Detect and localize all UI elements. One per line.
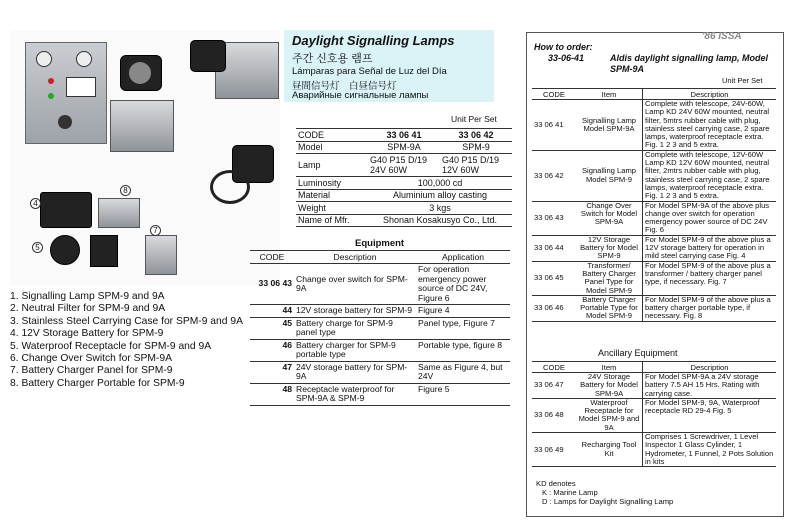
legend-item: 1. Signalling Lamp SPM-9 and 9A xyxy=(10,291,165,302)
display-window xyxy=(66,77,96,97)
equipment-code: 47 xyxy=(250,361,294,383)
kd-k: K : Marine Lamp xyxy=(542,488,598,497)
order-item: 24V Storage Battery for Model SPM-9A xyxy=(576,373,643,399)
spec-label: CODE xyxy=(296,129,368,142)
table-row xyxy=(532,295,776,321)
ancillary-heading: Ancillary Equipment xyxy=(598,348,678,358)
order-code: 33 06 48 xyxy=(532,398,576,432)
legend-item: 3. Stainless Steel Carrying Case for SPM-9 and 9A xyxy=(10,315,243,327)
table-header xyxy=(532,89,776,100)
equipment-app: Portable type, figure 8 xyxy=(416,339,510,361)
table-row xyxy=(296,189,512,202)
order-desc: For Model SPM-9, 9A, Waterproof receptacle RD 29-4 Fig. 5 xyxy=(643,398,777,432)
order-desc: For Model SPM-9A of the above plus change over switch for operation emergency power source of DC 24V Fig. 6 xyxy=(643,201,777,235)
column-header: CODE xyxy=(532,362,576,373)
spec-value: 100,000 cd xyxy=(368,177,512,190)
spec-label: Model xyxy=(296,141,368,154)
spec-label: Luminosity xyxy=(296,177,368,190)
indicator-light-icon xyxy=(48,78,54,84)
column-header: CODE xyxy=(250,251,294,264)
kd-denotes xyxy=(536,479,673,506)
table-header xyxy=(532,362,776,373)
table-row xyxy=(296,202,512,215)
spec-value: Aluminium alloy casting xyxy=(368,189,512,202)
order-desc: For Model SPM-9 of the above plus a transformer / battery charger panel type, if necessary. Fig. 7 xyxy=(643,261,777,295)
filter-image xyxy=(50,235,80,265)
table-row xyxy=(250,339,510,361)
table-row xyxy=(250,317,510,339)
legend-item: 2. Neutral Filter for SPM-9 and 9A xyxy=(10,303,166,315)
order-desc: Comprises 1 Screwdriver, 1 Level Inspector 1 Glass Cylinder, 1 Hydrometer, 1 Funnel, 2 Pots Solution in kits xyxy=(643,433,777,467)
order-item: Signalling Lamp Model SPM-9 xyxy=(576,150,643,201)
photo-number-label: 4 xyxy=(30,198,41,209)
signalling-lamp-image xyxy=(120,55,162,91)
table-row xyxy=(296,141,512,154)
equipment-app: Figure 4 xyxy=(416,305,510,318)
table-row xyxy=(296,129,512,142)
table-row xyxy=(532,100,776,151)
order-item: Signalling Lamp Model SPM-9A xyxy=(576,100,643,151)
spec-label: Material xyxy=(296,189,368,202)
equipment-app: For operation emergency power source of DC 24V, Figure 6 xyxy=(416,264,510,305)
spec-value: 3 kgs xyxy=(368,202,512,215)
column-header: Item xyxy=(576,89,643,100)
page-title: Daylight Signalling Lamps xyxy=(292,33,455,48)
column-header: Application xyxy=(416,251,510,264)
legend-item: 8. Battery Charger Portable for SPM-9 xyxy=(10,377,185,389)
equipment-app: Same as Figure 4, but 24V xyxy=(416,361,510,383)
legend-item: 4. 12V Storage Battery for SPM-9 xyxy=(10,328,164,340)
equipment-code: 48 xyxy=(250,383,294,405)
order-code: 33 06 46 xyxy=(532,295,576,321)
unit-per-set: Unit Per Set xyxy=(451,114,497,124)
column-header: Description xyxy=(643,89,777,100)
lamp-on-case-image xyxy=(190,40,226,72)
spec-value: SPM-9A xyxy=(368,141,440,154)
charger-portable-image xyxy=(98,198,140,228)
spec-table xyxy=(296,128,512,227)
spec-value: G40 P15 D/19 12V 60W xyxy=(440,154,512,177)
equipment-desc: 24V storage battery for SPM-9A xyxy=(294,361,416,383)
equipment-code: 44 xyxy=(250,305,294,318)
equipment-desc: Battery charge for SPM-9 panel type xyxy=(294,317,416,339)
table-row xyxy=(296,177,512,190)
spec-value: G40 P15 D/19 24V 60W xyxy=(368,154,440,177)
table-row xyxy=(532,373,776,399)
cable-coil-image xyxy=(210,170,250,204)
equipment-app: Panel type, Figure 7 xyxy=(416,317,510,339)
equipment-desc: Battery charger for SPM-9 portable type xyxy=(294,339,416,361)
japanese-title: 昼間信号灯 白昼信号灯 xyxy=(292,81,397,92)
equipment-heading: Equipment xyxy=(355,238,405,249)
spec-label: Lamp xyxy=(296,154,368,177)
order-item: Recharging Tool Kit xyxy=(576,433,643,467)
table-row xyxy=(532,433,776,467)
table-row xyxy=(532,235,776,261)
indicator-light-icon xyxy=(48,93,54,99)
spec-label: Weight xyxy=(296,202,368,215)
order-desc: For Model SPM-9A a 24V storage battery 7.5 AH 15 Hrs. Rating with carrying case. xyxy=(643,373,777,399)
order-table xyxy=(532,88,776,322)
gauge-icon xyxy=(76,51,92,67)
table-row xyxy=(250,264,510,305)
table-row xyxy=(296,154,512,177)
spec-label: Name of Mfr. xyxy=(296,214,368,227)
spec-value: 33 06 42 xyxy=(440,129,512,142)
equipment-code: 45 xyxy=(250,317,294,339)
equipment-code: 33 06 43 xyxy=(250,264,294,305)
column-header: Description xyxy=(643,362,777,373)
storage-battery-image xyxy=(40,192,92,228)
stamp-label: '86 ISSA xyxy=(702,31,742,42)
kd-d: D : Lamps for Daylight Signalling Lamp xyxy=(542,497,674,506)
photo-number-label: 7 xyxy=(150,225,161,236)
order-item: Waterproof Receptacle for Model SPM-9 and 9A xyxy=(576,398,643,432)
order-code: 33 06 44 xyxy=(532,235,576,261)
spanish-title: Lámparas para Señal de Luz del Día xyxy=(292,66,447,77)
order-item: Battery Charger Portable Type for Model SPM-9 xyxy=(576,295,643,321)
table-row xyxy=(250,305,510,318)
russian-title: Аварийные сигнальные лампы xyxy=(292,90,429,101)
ancillary-table xyxy=(532,361,776,467)
order-desc: For Model SPM-9 of the above plus a battery charger portable type, if necessary. Fig. 8 xyxy=(643,295,777,321)
legend-item: 7. Battery Charger Panel for SPM-9 xyxy=(10,365,173,377)
battery-charger-panel-image xyxy=(25,42,107,144)
photo-number-label: 8 xyxy=(120,185,131,196)
receptacle-image xyxy=(145,235,177,275)
order-example-text: Aldis daylight signalling lamp, Model SPM-9A xyxy=(610,53,769,74)
column-header: Description xyxy=(294,251,416,264)
carrying-case-image xyxy=(110,100,174,152)
spec-value: 33 06 41 xyxy=(368,129,440,142)
korean-title: 주간 신호용 램프 xyxy=(292,53,373,65)
order-code: 33 06 41 xyxy=(532,100,576,151)
order-example-code: 33-06-41 xyxy=(548,53,585,63)
order-desc: For Model SPM-9 of the above plus a 12V storage battery for operation in mild steel carrying case Fig. 4 xyxy=(643,235,777,261)
table-row xyxy=(532,398,776,432)
order-desc: Complete with telescope, 24V-60W, Lamp KD 24V 60W mounted, neutral filter, 5mtrs rubber cable with plug, stainless steel carrying case, 2 spare lamps, waterproof receptacle extra. Fig. 1 2 3 and 5 extra. xyxy=(643,100,777,151)
legend-item: 5. Waterproof Receptacle for SPM-9 and 9A xyxy=(10,340,212,352)
order-code: 33 06 43 xyxy=(532,201,576,235)
spec-value: SPM-9 xyxy=(440,141,512,154)
product-photo-collage xyxy=(10,30,280,285)
switch-image xyxy=(90,235,118,267)
knob-icon xyxy=(58,115,72,129)
table-row xyxy=(532,201,776,235)
photo-legend xyxy=(10,291,243,390)
table-row xyxy=(250,361,510,383)
order-code: 33 06 49 xyxy=(532,433,576,467)
table-row xyxy=(532,261,776,295)
order-item: Change Over Switch for Model SPM-9A xyxy=(576,201,643,235)
order-item: 12V Storage Battery for Model SPM-9 xyxy=(576,235,643,261)
kd-title: KD denotes xyxy=(536,479,576,488)
how-to-order: How to order: xyxy=(534,42,593,52)
equipment-desc: 12V storage battery for SPM-9 xyxy=(294,305,416,318)
order-desc: Complete with telescope, 12V-60W Lamp KD 12V 60W mounted, neutral filter, 2mtrs rubber cable with plug, stainless steel carrying case, 2 spare lamps, waterproof receptacle extra. Fig. 1 2 3 and 5 extra. xyxy=(643,150,777,201)
spec-value: Shonan Kosakusyo Co., Ltd. xyxy=(368,214,512,227)
order-code: 33 06 42 xyxy=(532,150,576,201)
equipment-code: 46 xyxy=(250,339,294,361)
equipment-desc: Change over switch for SPM-9A xyxy=(294,264,416,305)
legend-item: 6. Change Over Switch for SPM-9A xyxy=(10,353,172,365)
unit-per-set-right: Unit Per Set xyxy=(722,76,763,85)
equipment-app: Figure 5 xyxy=(416,383,510,405)
table-row xyxy=(296,214,512,227)
photo-number-label: 5 xyxy=(32,242,43,253)
gauge-icon xyxy=(36,51,52,67)
equipment-desc: Receptacle waterproof for SPM-9A & SPM-9 xyxy=(294,383,416,405)
order-code: 33 06 47 xyxy=(532,373,576,399)
table-header xyxy=(250,251,510,264)
order-item: Transformer/ Battery Charger Panel Type for Model SPM-9 xyxy=(576,261,643,295)
column-header: Item xyxy=(576,362,643,373)
column-header: CODE xyxy=(532,89,576,100)
table-row xyxy=(532,150,776,201)
equipment-table xyxy=(250,250,510,406)
table-row xyxy=(250,383,510,405)
order-code: 33 06 45 xyxy=(532,261,576,295)
